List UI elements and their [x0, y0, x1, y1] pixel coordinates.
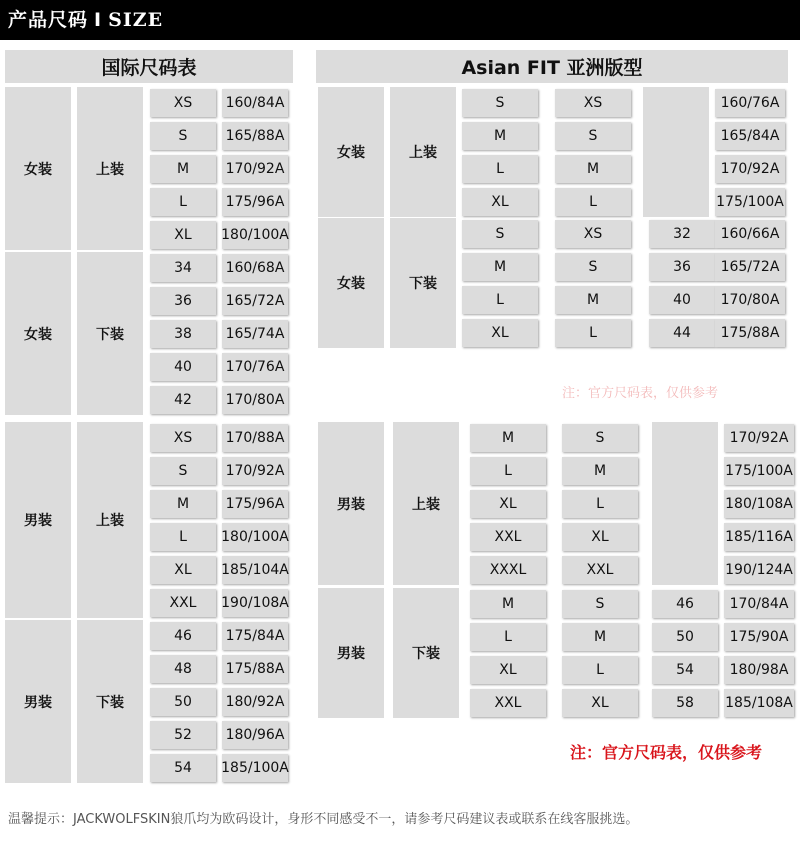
- asian-men-top-asian-size-cell: L: [470, 457, 546, 485]
- asian-men-bottom-part-label: 下装: [393, 588, 459, 718]
- asian-men-bottom-intl-size-cell: XL: [562, 689, 638, 717]
- asian-women-bottom-spec-cell: 165/72A: [715, 253, 785, 281]
- asian-women-bottom-gender-label: 女装: [318, 218, 384, 348]
- intl-women-bottom-spec-cell: 160/68A: [222, 254, 288, 282]
- asian-women-top-spec-cell: 165/84A: [715, 122, 785, 150]
- intl-men-top-size-cell: XL: [150, 556, 216, 584]
- intl-men-top-spec-cell: 185/104A: [222, 556, 288, 584]
- intl-women-top-gender-label: 女装: [5, 87, 71, 250]
- asian-women-bottom-waist-cell: 40: [649, 286, 715, 314]
- asian-women-bottom-asian-size-cell: S: [462, 220, 538, 248]
- footer-tip: 温馨提示：JACKWOLFSKIN狼爪均为欧码设计，身形不同感受不一，请参考尺码建议表或联系在线客服挑选。: [8, 812, 639, 827]
- asian-women-top-asian-size-cell: S: [462, 89, 538, 117]
- intl-men-bottom-spec-cell: 175/84A: [222, 622, 288, 650]
- intl-men-top-size-cell: XS: [150, 424, 216, 452]
- intl-women-top-spec-cell: 160/84A: [222, 89, 288, 117]
- intl-men-top-part-label: 上装: [77, 422, 143, 618]
- asian-women-top-part-label: 上装: [390, 87, 456, 217]
- intl-women-bottom-size-cell: 42: [150, 386, 216, 414]
- intl-men-bottom-size-cell: 46: [150, 622, 216, 650]
- asian-men-top-part-label: 上装: [393, 422, 459, 585]
- asian-men-top-asian-size-cell: XXL: [470, 523, 546, 551]
- intl-men-bottom-spec-cell: 185/100A: [222, 754, 288, 782]
- header-title-size: SIZE: [108, 9, 164, 31]
- asian-women-bottom-waist-cell: 32: [649, 220, 715, 248]
- intl-men-top-spec-cell: 190/108A: [222, 589, 288, 617]
- intl-men-top-gender-label: 男装: [5, 422, 71, 618]
- asian-men-bottom-intl-size-cell: S: [562, 590, 638, 618]
- asian-men-bottom-asian-size-cell: XXL: [470, 689, 546, 717]
- asian-women-bottom-intl-size-cell: M: [555, 286, 631, 314]
- intl-men-top-size-cell: XXL: [150, 589, 216, 617]
- asian-women-bottom-asian-size-cell: L: [462, 286, 538, 314]
- watermark-note: 注：官方尺码表，仅供参考: [562, 386, 719, 401]
- asian-women-bottom-spec-cell: 160/66A: [715, 220, 785, 248]
- intl-women-top-size-cell: XL: [150, 221, 216, 249]
- asian-women-bottom-waist-cell: 44: [649, 319, 715, 347]
- asian-women-bottom-part-label: 下装: [390, 218, 456, 348]
- asian-men-top-intl-size-cell: XL: [562, 523, 638, 551]
- header-title-cn: 产品尺码: [8, 9, 89, 31]
- header-separator: I: [94, 9, 103, 31]
- intl-men-top-spec-cell: 180/100A: [222, 523, 288, 551]
- intl-women-top-part-label: 上装: [77, 87, 143, 250]
- official-size-note: 注：官方尺码表，仅供参考: [570, 743, 763, 762]
- asian-women-bottom-intl-size-cell: L: [555, 319, 631, 347]
- asian-women-top-spec-cell: 175/100A: [715, 188, 785, 216]
- asian-men-top-gender-label: 男装: [318, 422, 384, 585]
- asian-men-top-asian-size-cell: M: [470, 424, 546, 452]
- intl-women-top-size-cell: S: [150, 122, 216, 150]
- asian-women-top-spec-cell: 170/92A: [715, 155, 785, 183]
- asian-women-top-spec-cell: 160/76A: [715, 89, 785, 117]
- asian-men-bottom-asian-size-cell: M: [470, 590, 546, 618]
- asian-men-bottom-waist-cell: 50: [652, 623, 718, 651]
- asian-women-bottom-spec-cell: 170/80A: [715, 286, 785, 314]
- intl-men-bottom-size-cell: 54: [150, 754, 216, 782]
- intl-women-bottom-size-cell: 34: [150, 254, 216, 282]
- asian-women-bottom-intl-size-cell: XS: [555, 220, 631, 248]
- asian-women-bottom-spec-cell: 175/88A: [715, 319, 785, 347]
- asian-women-bottom-intl-size-cell: S: [555, 253, 631, 281]
- intl-men-top-spec-cell: 170/88A: [222, 424, 288, 452]
- asian-men-top-blank-column: [652, 422, 718, 585]
- asian-men-bottom-asian-size-cell: XL: [470, 656, 546, 684]
- asian-men-top-spec-cell: 185/116A: [724, 523, 794, 551]
- asian-women-bottom-asian-size-cell: M: [462, 253, 538, 281]
- asian-men-top-intl-size-cell: L: [562, 490, 638, 518]
- asian-women-top-intl-size-cell: M: [555, 155, 631, 183]
- asian-men-top-spec-cell: 170/92A: [724, 424, 794, 452]
- intl-women-top-spec-cell: 170/92A: [222, 155, 288, 183]
- asian-men-top-asian-size-cell: XL: [470, 490, 546, 518]
- intl-women-bottom-part-label: 下装: [77, 252, 143, 415]
- asian-women-top-blank-column: [643, 87, 709, 217]
- intl-men-bottom-part-label: 下装: [77, 620, 143, 783]
- asian-men-top-spec-cell: 190/124A: [724, 556, 794, 584]
- header-title: [8, 0, 163, 40]
- intl-men-top-spec-cell: 170/92A: [222, 457, 288, 485]
- intl-men-top-size-cell: S: [150, 457, 216, 485]
- asian-men-bottom-intl-size-cell: L: [562, 656, 638, 684]
- intl-men-bottom-spec-cell: 175/88A: [222, 655, 288, 683]
- asian-women-top-asian-size-cell: M: [462, 122, 538, 150]
- asian-men-top-intl-size-cell: S: [562, 424, 638, 452]
- intl-men-bottom-gender-label: 男装: [5, 620, 71, 783]
- intl-women-top-size-cell: L: [150, 188, 216, 216]
- asian-men-top-spec-cell: 180/108A: [724, 490, 794, 518]
- intl-women-bottom-size-cell: 38: [150, 320, 216, 348]
- asian-men-bottom-intl-size-cell: M: [562, 623, 638, 651]
- intl-women-top-spec-cell: 175/96A: [222, 188, 288, 216]
- asian-men-top-intl-size-cell: M: [562, 457, 638, 485]
- asian-men-bottom-spec-cell: 175/90A: [724, 623, 794, 651]
- header-bar: [0, 0, 800, 40]
- intl-women-top-spec-cell: 165/88A: [222, 122, 288, 150]
- asian-men-bottom-waist-cell: 54: [652, 656, 718, 684]
- intl-men-top-spec-cell: 175/96A: [222, 490, 288, 518]
- asian-men-bottom-waist-cell: 58: [652, 689, 718, 717]
- asian-men-top-spec-cell: 175/100A: [724, 457, 794, 485]
- intl-men-top-size-cell: M: [150, 490, 216, 518]
- asian-women-top-intl-size-cell: S: [555, 122, 631, 150]
- asian-women-top-intl-size-cell: L: [555, 188, 631, 216]
- intl-women-bottom-spec-cell: 170/76A: [222, 353, 288, 381]
- asian-men-bottom-spec-cell: 185/108A: [724, 689, 794, 717]
- asian-men-bottom-waist-cell: 46: [652, 590, 718, 618]
- intl-women-bottom-size-cell: 40: [150, 353, 216, 381]
- asian-women-bottom-waist-cell: 36: [649, 253, 715, 281]
- asian-women-top-asian-size-cell: L: [462, 155, 538, 183]
- asian-men-bottom-spec-cell: 170/84A: [724, 590, 794, 618]
- asian-women-top-asian-size-cell: XL: [462, 188, 538, 216]
- asian-table-title: Asian FIT 亚洲版型: [316, 50, 788, 83]
- asian-women-bottom-asian-size-cell: XL: [462, 319, 538, 347]
- asian-men-top-asian-size-cell: XXXL: [470, 556, 546, 584]
- intl-women-bottom-spec-cell: 165/72A: [222, 287, 288, 315]
- intl-women-top-size-cell: XS: [150, 89, 216, 117]
- intl-men-bottom-size-cell: 48: [150, 655, 216, 683]
- asian-women-top-intl-size-cell: XS: [555, 89, 631, 117]
- intl-women-top-spec-cell: 180/100A: [222, 221, 288, 249]
- intl-women-bottom-size-cell: 36: [150, 287, 216, 315]
- asian-men-top-intl-size-cell: XXL: [562, 556, 638, 584]
- intl-men-bottom-spec-cell: 180/96A: [222, 721, 288, 749]
- intl-men-bottom-size-cell: 52: [150, 721, 216, 749]
- asian-men-bottom-spec-cell: 180/98A: [724, 656, 794, 684]
- intl-women-bottom-spec-cell: 170/80A: [222, 386, 288, 414]
- intl-women-bottom-spec-cell: 165/74A: [222, 320, 288, 348]
- intl-men-top-size-cell: L: [150, 523, 216, 551]
- asian-men-bottom-gender-label: 男装: [318, 588, 384, 718]
- intl-men-bottom-size-cell: 50: [150, 688, 216, 716]
- asian-men-bottom-asian-size-cell: L: [470, 623, 546, 651]
- intl-table-title: 国际尺码表: [5, 50, 293, 83]
- intl-men-bottom-spec-cell: 180/92A: [222, 688, 288, 716]
- intl-women-bottom-gender-label: 女装: [5, 252, 71, 415]
- asian-women-top-gender-label: 女装: [318, 87, 384, 217]
- intl-women-top-size-cell: M: [150, 155, 216, 183]
